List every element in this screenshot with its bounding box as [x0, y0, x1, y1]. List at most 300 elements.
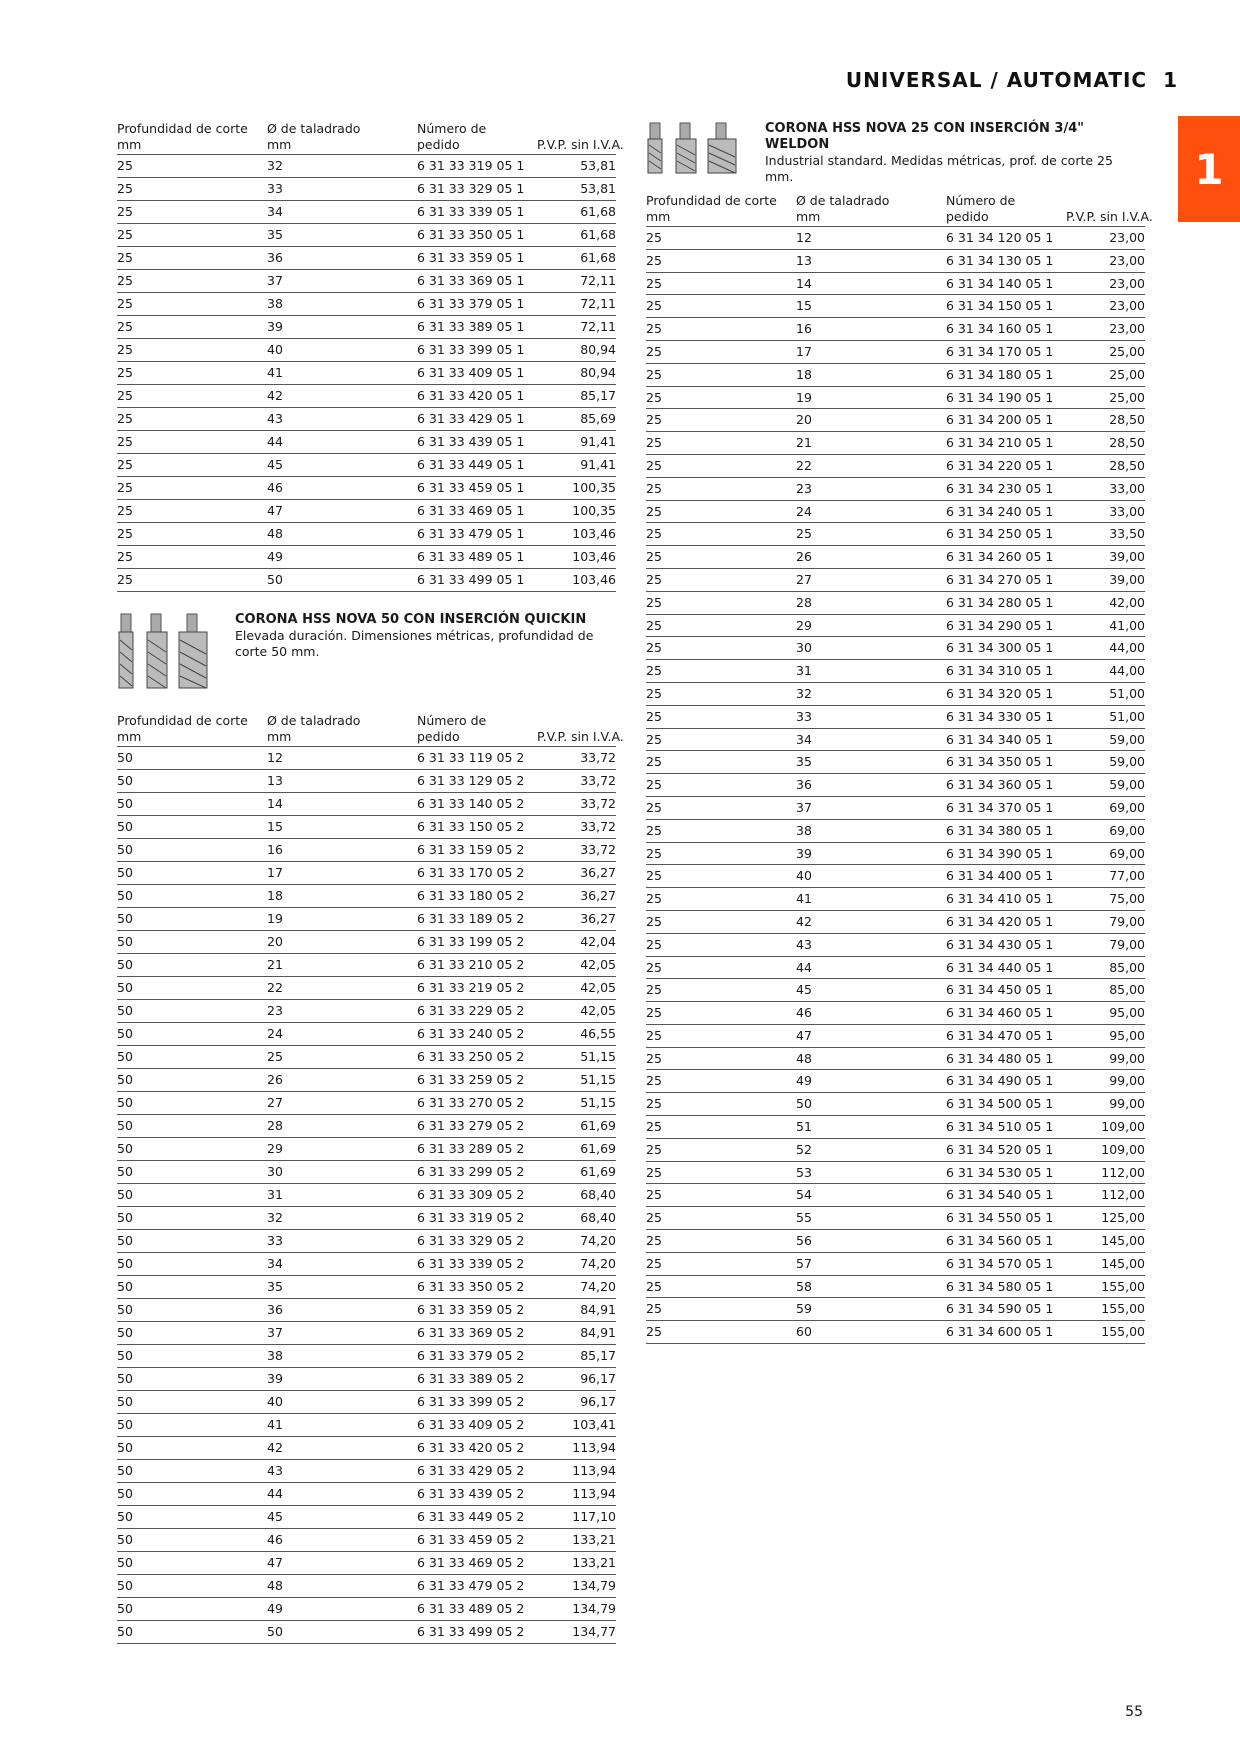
cell-price: 77,00	[1109, 868, 1145, 884]
table-row	[646, 1184, 1145, 1207]
col-diameter-header: Ø de taladrado mm	[267, 713, 361, 744]
table-row	[117, 1552, 616, 1575]
table-row	[117, 1138, 616, 1161]
cell-depth: 25	[646, 663, 662, 679]
table-row	[646, 615, 1145, 638]
cell-depth: 50	[117, 842, 133, 857]
cell-order-number: 6 31 34 440 05 1	[946, 959, 1054, 975]
cell-depth: 50	[117, 1532, 133, 1547]
cell-depth: 25	[646, 366, 662, 382]
table-row	[646, 592, 1145, 615]
cell-depth: 25	[646, 845, 662, 861]
cell-order-number: 6 31 33 379 05 2	[417, 1348, 525, 1363]
cell-diameter: 16	[267, 842, 283, 857]
col-diameter-header: Ø de taladrado mm	[796, 193, 890, 224]
cell-price: 85,00	[1109, 982, 1145, 998]
cell-diameter: 43	[267, 1463, 283, 1478]
cell-price: 25,00	[1109, 366, 1145, 382]
cell-depth: 50	[117, 750, 133, 765]
table-row	[646, 797, 1145, 820]
cell-price: 84,91	[580, 1302, 616, 1317]
cell-order-number: 6 31 34 510 05 1	[946, 1119, 1054, 1135]
cell-depth: 25	[646, 1301, 662, 1317]
col-order-header: Número de pedido	[946, 193, 1016, 224]
cell-diameter: 47	[796, 1027, 812, 1043]
cell-depth: 50	[117, 1164, 133, 1179]
cell-price: 134,79	[572, 1601, 616, 1616]
cell-order-number: 6 31 33 250 05 2	[417, 1049, 525, 1064]
table-row	[117, 931, 616, 954]
cell-depth: 25	[646, 708, 662, 724]
cell-depth: 50	[117, 1509, 133, 1524]
table-row	[117, 1391, 616, 1414]
table-row	[646, 660, 1145, 683]
cell-depth: 50	[117, 1003, 133, 1018]
cell-depth: 25	[117, 365, 133, 380]
cell-depth: 25	[646, 891, 662, 907]
cell-depth: 25	[646, 799, 662, 815]
cell-diameter: 22	[796, 457, 812, 473]
cell-depth: 25	[646, 822, 662, 838]
cell-depth: 25	[117, 158, 133, 173]
cell-depth: 25	[117, 319, 133, 334]
table-header	[646, 193, 1153, 227]
col-depth-header: Profundidad de corte mm	[117, 713, 248, 744]
cell-depth: 50	[117, 934, 133, 949]
cell-order-number: 6 31 33 350 05 1	[417, 227, 525, 242]
cell-diameter: 32	[267, 158, 283, 173]
cell-price: 134,79	[572, 1578, 616, 1593]
cell-diameter: 13	[796, 252, 812, 268]
cell-diameter: 33	[796, 708, 812, 724]
table-row	[646, 318, 1145, 341]
cell-order-number: 6 31 34 540 05 1	[946, 1187, 1054, 1203]
table-row	[117, 546, 616, 569]
cell-diameter: 45	[267, 457, 283, 472]
cell-order-number: 6 31 33 479 05 2	[417, 1578, 525, 1593]
cell-price: 42,04	[580, 934, 616, 949]
cell-depth: 25	[646, 503, 662, 519]
cell-diameter: 31	[796, 663, 812, 679]
cell-order-number: 6 31 34 550 05 1	[946, 1210, 1054, 1226]
cell-depth: 50	[117, 865, 133, 880]
cell-price: 112,00	[1101, 1164, 1145, 1180]
cell-depth: 50	[117, 1256, 133, 1271]
cell-diameter: 40	[267, 342, 283, 357]
cell-price: 133,21	[572, 1532, 616, 1547]
product-image-cutters-50	[117, 612, 227, 696]
cell-diameter: 48	[267, 1578, 283, 1593]
cell-diameter: 25	[796, 526, 812, 542]
cell-price: 74,20	[580, 1279, 616, 1294]
table-row	[117, 1023, 616, 1046]
table-row	[117, 839, 616, 862]
cell-price: 23,00	[1109, 275, 1145, 291]
table-row	[646, 387, 1145, 410]
cell-diameter: 57	[796, 1255, 812, 1271]
cell-price: 23,00	[1109, 321, 1145, 337]
table-row	[117, 1483, 616, 1506]
cell-depth: 25	[117, 411, 133, 426]
cell-diameter: 32	[796, 685, 812, 701]
cell-diameter: 54	[796, 1187, 812, 1203]
cell-diameter: 16	[796, 321, 812, 337]
cell-price: 155,00	[1101, 1324, 1145, 1340]
cell-price: 68,40	[580, 1187, 616, 1202]
cell-diameter: 46	[267, 1532, 283, 1547]
cell-price: 79,00	[1109, 936, 1145, 952]
cell-price: 109,00	[1101, 1119, 1145, 1135]
table-row	[117, 155, 616, 178]
cell-order-number: 6 31 34 500 05 1	[946, 1096, 1054, 1112]
cell-order-number: 6 31 34 190 05 1	[946, 389, 1054, 405]
cell-price: 85,69	[580, 411, 616, 426]
cell-diameter: 35	[796, 754, 812, 770]
cell-diameter: 35	[267, 1279, 283, 1294]
table-row	[117, 1046, 616, 1069]
cell-depth: 25	[646, 480, 662, 496]
cell-order-number: 6 31 34 380 05 1	[946, 822, 1054, 838]
table-row	[117, 431, 616, 454]
cell-depth: 50	[117, 1233, 133, 1248]
cell-diameter: 49	[267, 1601, 283, 1616]
cell-price: 109,00	[1101, 1141, 1145, 1157]
cell-price: 134,77	[572, 1624, 616, 1639]
cell-diameter: 26	[267, 1072, 283, 1087]
table-row	[646, 1298, 1145, 1321]
cell-diameter: 36	[267, 1302, 283, 1317]
cell-diameter: 13	[267, 773, 283, 788]
cell-depth: 25	[646, 549, 662, 565]
cell-order-number: 6 31 34 490 05 1	[946, 1073, 1054, 1089]
cell-order-number: 6 31 33 399 05 1	[417, 342, 525, 357]
cell-depth: 25	[646, 389, 662, 405]
table-row	[646, 341, 1145, 364]
table-row	[117, 1506, 616, 1529]
cell-order-number: 6 31 33 359 05 2	[417, 1302, 525, 1317]
cell-price: 41,00	[1109, 617, 1145, 633]
cell-depth: 50	[117, 1601, 133, 1616]
cell-diameter: 35	[267, 227, 283, 242]
cell-diameter: 18	[796, 366, 812, 382]
cell-diameter: 15	[796, 298, 812, 314]
cell-price: 91,41	[580, 457, 616, 472]
table-row	[117, 224, 616, 247]
cell-depth: 50	[117, 1555, 133, 1570]
price-table-nova50-quickin	[117, 713, 624, 1644]
cell-order-number: 6 31 34 460 05 1	[946, 1005, 1054, 1021]
cell-diameter: 39	[267, 319, 283, 334]
table-row	[646, 934, 1145, 957]
cell-price: 117,10	[572, 1509, 616, 1524]
cell-depth: 25	[646, 1096, 662, 1112]
cell-price: 125,00	[1101, 1210, 1145, 1226]
cell-depth: 25	[646, 1187, 662, 1203]
cell-price: 46,55	[580, 1026, 616, 1041]
cell-diameter: 27	[796, 571, 812, 587]
cell-order-number: 6 31 33 409 05 2	[417, 1417, 525, 1432]
table-row	[646, 455, 1145, 478]
cell-depth: 25	[117, 480, 133, 495]
cell-order-number: 6 31 33 459 05 2	[417, 1532, 525, 1547]
table-header	[117, 713, 624, 747]
cell-price: 95,00	[1109, 1005, 1145, 1021]
cell-diameter: 48	[267, 526, 283, 541]
cell-order-number: 6 31 33 439 05 1	[417, 434, 525, 449]
cell-price: 74,20	[580, 1233, 616, 1248]
cell-depth: 25	[117, 526, 133, 541]
table-row	[646, 1116, 1145, 1139]
cell-price: 51,00	[1109, 708, 1145, 724]
cell-price: 99,00	[1109, 1096, 1145, 1112]
cell-order-number: 6 31 33 319 05 1	[417, 158, 525, 173]
cell-diameter: 23	[267, 1003, 283, 1018]
cell-depth: 50	[117, 957, 133, 972]
table-row	[646, 729, 1145, 752]
cell-order-number: 6 31 33 420 05 1	[417, 388, 525, 403]
cell-price: 42,05	[580, 957, 616, 972]
cell-order-number: 6 31 33 119 05 2	[417, 750, 525, 765]
cell-price: 28,50	[1109, 412, 1145, 428]
cell-depth: 50	[117, 1302, 133, 1317]
cell-price: 85,00	[1109, 959, 1145, 975]
cell-depth: 50	[117, 1394, 133, 1409]
table-row	[646, 432, 1145, 455]
cell-order-number: 6 31 33 339 05 2	[417, 1256, 525, 1271]
cell-order-number: 6 31 34 350 05 1	[946, 754, 1054, 770]
table-row	[646, 774, 1145, 797]
cell-depth: 50	[117, 1095, 133, 1110]
cell-price: 23,00	[1109, 230, 1145, 245]
table-row	[117, 954, 616, 977]
cell-diameter: 31	[267, 1187, 283, 1202]
cell-price: 33,72	[580, 773, 616, 788]
cell-depth: 25	[117, 273, 133, 288]
cell-diameter: 34	[796, 731, 812, 747]
cell-depth: 25	[646, 275, 662, 291]
cell-depth: 25	[646, 754, 662, 770]
cell-diameter: 39	[796, 845, 812, 861]
cell-price: 61,68	[580, 250, 616, 265]
table-row	[117, 1230, 616, 1253]
table-row	[117, 1345, 616, 1368]
cell-price: 72,11	[580, 273, 616, 288]
cell-order-number: 6 31 34 330 05 1	[946, 708, 1054, 724]
cell-diameter: 14	[267, 796, 283, 811]
cell-price: 33,72	[580, 819, 616, 834]
cell-order-number: 6 31 33 270 05 2	[417, 1095, 525, 1110]
cell-diameter: 30	[267, 1164, 283, 1179]
table-row	[646, 1253, 1145, 1276]
cell-depth: 25	[646, 1005, 662, 1021]
cell-diameter: 34	[267, 1256, 283, 1271]
cell-order-number: 6 31 33 299 05 2	[417, 1164, 525, 1179]
col-diameter-header: Ø de taladrado mm	[267, 121, 361, 152]
table-row	[117, 1460, 616, 1483]
table-row	[117, 1322, 616, 1345]
cell-price: 33,00	[1109, 503, 1145, 519]
cell-depth: 25	[117, 227, 133, 242]
cell-price: 69,00	[1109, 799, 1145, 815]
cell-price: 53,81	[580, 158, 616, 173]
cell-depth: 25	[646, 1324, 662, 1340]
table-row	[117, 770, 616, 793]
cell-diameter: 40	[796, 868, 812, 884]
table-row	[117, 793, 616, 816]
table-row	[646, 957, 1145, 980]
cell-depth: 50	[117, 1210, 133, 1225]
cell-depth: 50	[117, 1578, 133, 1593]
cell-order-number: 6 31 34 600 05 1	[946, 1324, 1054, 1340]
table-row	[117, 500, 616, 523]
table-row	[117, 247, 616, 270]
cell-depth: 25	[646, 936, 662, 952]
table-row	[646, 523, 1145, 546]
cell-order-number: 6 31 34 480 05 1	[946, 1050, 1054, 1066]
col-order-header: Número de pedido	[417, 121, 487, 152]
cell-depth: 25	[646, 731, 662, 747]
cell-depth: 25	[646, 230, 662, 245]
cell-price: 72,11	[580, 319, 616, 334]
cell-price: 36,27	[580, 888, 616, 903]
table-row	[646, 1093, 1145, 1116]
table-row	[646, 409, 1145, 432]
cell-price: 59,00	[1109, 754, 1145, 770]
cell-order-number: 6 31 34 130 05 1	[946, 252, 1054, 268]
table-row	[117, 885, 616, 908]
cell-diameter: 44	[796, 959, 812, 975]
cell-depth: 25	[117, 204, 133, 219]
cell-diameter: 12	[267, 750, 283, 765]
cell-order-number: 6 31 34 180 05 1	[946, 366, 1054, 382]
table-row	[646, 1025, 1145, 1048]
cell-order-number: 6 31 33 350 05 2	[417, 1279, 525, 1294]
cell-diameter: 43	[267, 411, 283, 426]
table-row	[117, 1598, 616, 1621]
cell-order-number: 6 31 34 120 05 1	[946, 230, 1054, 245]
table-row	[117, 1253, 616, 1276]
cell-depth: 25	[646, 1119, 662, 1135]
cell-depth: 50	[117, 773, 133, 788]
cell-order-number: 6 31 33 479 05 1	[417, 526, 525, 541]
product-description-50: Elevada duración. Dimensiones métricas, profundidad de corte 50 mm.	[235, 628, 594, 659]
table-row	[646, 1276, 1145, 1299]
cell-order-number: 6 31 33 429 05 2	[417, 1463, 525, 1478]
cell-order-number: 6 31 34 140 05 1	[946, 275, 1054, 291]
cell-diameter: 14	[796, 275, 812, 291]
cell-depth: 25	[117, 296, 133, 311]
cell-order-number: 6 31 34 520 05 1	[946, 1141, 1054, 1157]
cell-depth: 25	[646, 321, 662, 337]
cell-price: 59,00	[1109, 731, 1145, 747]
cell-price: 33,00	[1109, 480, 1145, 496]
cell-price: 85,17	[580, 388, 616, 403]
cell-price: 155,00	[1101, 1278, 1145, 1294]
cell-diameter: 42	[267, 388, 283, 403]
table-row	[117, 1207, 616, 1230]
cell-depth: 25	[646, 457, 662, 473]
cell-order-number: 6 31 34 310 05 1	[946, 663, 1054, 679]
product-title-25: CORONA HSS NOVA 25 CON INSERCIÓN 3/4" WELDON	[765, 121, 1085, 152]
cell-order-number: 6 31 33 210 05 2	[417, 957, 525, 972]
cell-price: 100,35	[572, 480, 616, 495]
cell-depth: 50	[117, 1624, 133, 1639]
cell-order-number: 6 31 33 369 05 2	[417, 1325, 525, 1340]
cell-depth: 25	[117, 434, 133, 449]
cell-order-number: 6 31 33 170 05 2	[417, 865, 525, 880]
cell-diameter: 15	[267, 819, 283, 834]
cell-price: 61,69	[580, 1141, 616, 1156]
cell-depth: 50	[117, 1486, 133, 1501]
cell-price: 61,69	[580, 1118, 616, 1133]
cell-order-number: 6 31 33 449 05 1	[417, 457, 525, 472]
table-row	[646, 250, 1145, 273]
cell-order-number: 6 31 34 320 05 1	[946, 685, 1054, 701]
cell-price: 145,00	[1101, 1255, 1145, 1271]
cell-price: 42,00	[1109, 594, 1145, 610]
cell-order-number: 6 31 33 459 05 1	[417, 480, 525, 495]
cell-diameter: 19	[267, 911, 283, 926]
cell-depth: 25	[646, 982, 662, 998]
cell-diameter: 37	[796, 799, 812, 815]
cell-depth: 25	[646, 1073, 662, 1089]
cell-price: 155,00	[1101, 1301, 1145, 1317]
table-row	[646, 501, 1145, 524]
cell-order-number: 6 31 34 270 05 1	[946, 571, 1054, 587]
cell-diameter: 17	[267, 865, 283, 880]
cell-diameter: 22	[267, 980, 283, 995]
cell-order-number: 6 31 33 429 05 1	[417, 411, 525, 426]
cell-depth: 50	[117, 1026, 133, 1041]
cell-diameter: 32	[267, 1210, 283, 1225]
cell-depth: 25	[117, 457, 133, 472]
cell-order-number: 6 31 33 469 05 1	[417, 503, 525, 518]
cell-price: 103,41	[572, 1417, 616, 1432]
table-row	[117, 1069, 616, 1092]
cell-order-number: 6 31 34 420 05 1	[946, 913, 1054, 929]
table-row	[646, 865, 1145, 888]
table-row	[646, 478, 1145, 501]
table-row	[117, 1000, 616, 1023]
cell-depth: 25	[646, 959, 662, 975]
cell-price: 91,41	[580, 434, 616, 449]
cell-diameter: 41	[267, 365, 283, 380]
cell-diameter: 19	[796, 389, 812, 405]
table-row	[646, 911, 1145, 934]
cell-price: 36,27	[580, 911, 616, 926]
cell-diameter: 45	[267, 1509, 283, 1524]
table-row	[646, 706, 1145, 729]
cell-price: 39,00	[1109, 571, 1145, 587]
cell-price: 39,00	[1109, 549, 1145, 565]
cell-diameter: 33	[267, 1233, 283, 1248]
cell-depth: 25	[117, 503, 133, 518]
cell-order-number: 6 31 33 189 05 2	[417, 911, 525, 926]
cell-order-number: 6 31 34 210 05 1	[946, 435, 1054, 451]
cell-order-number: 6 31 33 329 05 1	[417, 181, 525, 196]
cell-order-number: 6 31 34 450 05 1	[946, 982, 1054, 998]
cell-price: 68,40	[580, 1210, 616, 1225]
page-number: 55	[1125, 1704, 1143, 1720]
cell-depth: 50	[117, 1463, 133, 1478]
col-price-header: P.V.P. sin I.V.A.	[1066, 209, 1153, 224]
cell-order-number: 6 31 34 300 05 1	[946, 640, 1054, 656]
cell-depth: 50	[117, 1417, 133, 1432]
cell-depth: 25	[117, 342, 133, 357]
table-row	[117, 201, 616, 224]
cell-depth: 50	[117, 1141, 133, 1156]
cell-order-number: 6 31 34 250 05 1	[946, 526, 1054, 542]
